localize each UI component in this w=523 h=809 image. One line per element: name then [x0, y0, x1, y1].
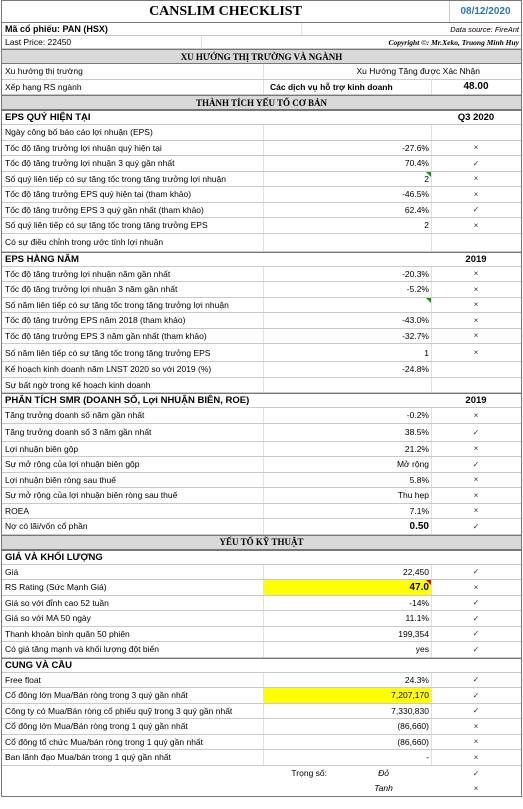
row-value[interactable]: 21.2%: [264, 442, 432, 457]
supply-demand-rows: [2, 673, 521, 766]
table-row: [2, 519, 521, 535]
row-label: Có sự điều chỉnh trong ước tính lợi nhuận: [2, 234, 264, 251]
eps-year-rows: [2, 267, 521, 394]
row-value[interactable]: 22,450: [264, 565, 432, 580]
status-mark-icon: ×: [473, 300, 479, 310]
row-value[interactable]: 62.4%: [264, 203, 432, 218]
table-row: [2, 234, 521, 252]
weight-mark: ✓: [472, 768, 480, 778]
row-label: Tốc độ tăng trưởng lợi nhuận quý hiện tại: [2, 141, 264, 156]
market-trend-value[interactable]: Xu Hướng Tăng được Xác Nhận: [356, 66, 480, 77]
row-value[interactable]: [264, 298, 432, 313]
stock-row: [2, 23, 521, 36]
price-info-row: [2, 36, 521, 49]
row-label: Số năm liên tiếp có sự tăng tốc trong tăng trưởng EPS: [2, 344, 264, 361]
status-mark-icon: ×: [473, 348, 479, 357]
status-mark-icon: [432, 378, 520, 393]
row-label: Tốc độ tăng trưởng lợi nhuận năm gần nhất: [2, 267, 264, 282]
row-value[interactable]: 47.0: [264, 580, 432, 595]
status-mark-icon: ×: [473, 284, 479, 294]
sheet-title: CANSLIM CHECKLIST: [149, 3, 302, 19]
table-row: [2, 504, 521, 520]
table-row: [2, 329, 521, 345]
table-row: [2, 125, 521, 141]
status-mark-icon: ✓: [472, 613, 480, 623]
row-value[interactable]: -24.8%: [264, 362, 432, 377]
row-label: Cổ đông lớn Mua/Bán ròng trong 3 quý gần nhất: [2, 688, 264, 703]
table-row: [2, 565, 521, 581]
row-label: Tốc độ tăng trưởng EPS năm 2018 (tham khảo): [2, 313, 264, 328]
status-mark-icon: ×: [473, 752, 479, 762]
eps-year-header: [2, 252, 521, 267]
eps-year-title: EPS HẰNG NĂM: [5, 253, 79, 265]
row-value[interactable]: 70.4%: [264, 156, 432, 171]
status-mark-icon: ✓: [472, 644, 480, 654]
smr-header: [2, 393, 521, 408]
row-label: Tăng trưởng doanh số năm gần nhất: [2, 408, 264, 423]
status-mark-icon: ✓: [472, 706, 480, 716]
row-label: Thanh khoản bình quân 50 phiên: [2, 627, 264, 642]
status-mark-icon: [432, 234, 520, 251]
row-label: Tốc độ tăng trưởng lợi nhuận 3 quý gần nhất: [2, 156, 264, 171]
comment-indicator-icon[interactable]: [426, 580, 431, 585]
stock-label[interactable]: Mã cổ phiếu: PAN (HSX): [2, 23, 302, 35]
row-value[interactable]: Thu hẹp: [264, 488, 432, 503]
row-label: Tăng trưởng doanh số 3 năm gần nhất: [2, 424, 264, 441]
smr-title: PHÂN TÍCH SMR (DOANH SỐ, Lợi NHUẬN BIÊN, ROE): [5, 395, 250, 406]
row-value[interactable]: 2: [264, 172, 432, 187]
table-row: [2, 688, 521, 704]
row-value[interactable]: -0.2%: [264, 408, 432, 423]
title-row: [2, 1, 521, 23]
row-value[interactable]: Mở rộng: [264, 457, 432, 472]
weight-label: Trọng số:: [291, 768, 327, 778]
weight-row: [2, 766, 521, 781]
table-row: [2, 203, 521, 219]
table-row: [2, 473, 521, 489]
status-mark-icon: ×: [473, 582, 479, 592]
status-mark-icon: ✓: [472, 158, 480, 168]
status-mark-icon: [432, 125, 520, 140]
table-row: [2, 218, 521, 234]
row-value[interactable]: -46.5%: [264, 187, 432, 202]
row-value[interactable]: -: [264, 750, 432, 765]
status-mark-icon: ×: [473, 721, 479, 731]
table-row: [2, 362, 521, 378]
table-row: [2, 282, 521, 298]
price-volume-header: [2, 550, 521, 565]
row-label: Giá so với đỉnh cao 52 tuần: [2, 596, 264, 611]
total-row: [2, 781, 521, 796]
comment-indicator-icon[interactable]: [426, 298, 431, 303]
industry-group: Các dịch vụ hỗ trợ kinh doanh: [264, 80, 432, 95]
row-label: Lợi nhuận biên gộp: [2, 442, 264, 457]
total-label: Tanh: [374, 783, 393, 793]
status-mark-icon: ✓: [472, 675, 480, 685]
table-row: [2, 611, 521, 627]
section-market: [2, 49, 521, 64]
status-mark-icon: ×: [473, 490, 479, 500]
row-value[interactable]: -27.6%: [264, 141, 432, 156]
status-mark-icon: ✓: [472, 427, 480, 437]
row-value[interactable]: [264, 234, 432, 251]
row-value[interactable]: 7,207,170: [264, 688, 432, 703]
status-mark-icon: ✓: [472, 459, 480, 469]
row-label: Sự bất ngờ trong kế hoạch kinh doanh: [2, 378, 264, 393]
canslim-sheet: [1, 0, 522, 797]
status-mark-icon: ✓: [472, 567, 480, 577]
row-label: Free float: [2, 673, 264, 688]
row-value[interactable]: (86,660): [264, 719, 432, 734]
row-value[interactable]: 7,330,830: [264, 704, 432, 719]
status-mark-icon: ×: [473, 331, 479, 341]
status-mark-icon: [432, 362, 520, 377]
row-label: Số quý liên tiếp có sự tăng tốc trong tăng trưởng EPS: [2, 218, 264, 233]
row-label: Giá: [2, 565, 264, 580]
industry-rs-value[interactable]: 48.00: [463, 81, 489, 93]
status-mark-icon: ✓: [472, 205, 480, 215]
row-value[interactable]: -43.0%: [264, 313, 432, 328]
row-label: Nợ có lãi/vốn cổ phần: [2, 519, 264, 534]
market-trend-label: Xu hướng thị trường: [2, 64, 264, 79]
table-row: [2, 457, 521, 473]
status-mark-icon: ×: [473, 269, 479, 279]
row-label: Số năm liên tiếp có sự tăng tốc trong tăng trưởng lợi nhuận: [2, 298, 264, 313]
table-row: [2, 344, 521, 362]
table-row: [2, 187, 521, 203]
table-row: [2, 673, 521, 689]
eps-quarter-title: EPS QUÝ HIỆN TẠI: [5, 112, 91, 123]
row-label: Sự mở rộng của lợi nhuận biên gộp: [2, 457, 264, 472]
row-label: ROEA: [2, 504, 264, 519]
table-row: [2, 596, 521, 612]
row-label: Cổ đông lớn Mua/Bán ròng trong 1 quý gần nhất: [2, 719, 264, 734]
table-row: [2, 488, 521, 504]
status-mark-icon: ×: [473, 475, 479, 485]
row-label: Cổ đông tổ chức Mua/bán ròng trong 1 quý gần nhất: [2, 735, 264, 750]
row-value[interactable]: 38.5%: [264, 424, 432, 441]
weight-value: Đỏ: [378, 768, 389, 778]
eps-year-period: 2019: [465, 253, 487, 265]
smr-period: 2019: [465, 395, 487, 406]
eps-quarter-period: Q3 2020: [457, 112, 495, 123]
row-label: Tốc độ tăng trưởng EPS 3 năm gần nhất (tham khảo): [2, 329, 264, 344]
table-row: [2, 442, 521, 458]
section-fundamental: [2, 95, 521, 110]
status-mark-icon: ×: [473, 143, 479, 153]
status-mark-icon: ✓: [472, 521, 480, 531]
row-value[interactable]: 1: [264, 344, 432, 361]
table-row: [2, 156, 521, 172]
table-row: [2, 141, 521, 157]
status-mark-icon: ×: [473, 506, 479, 516]
row-label: Công ty có Mua/Bán ròng cổ phiếu quỹ trong 3 quý gần nhất: [2, 704, 264, 719]
status-mark-icon: ×: [473, 444, 479, 454]
price-volume-rows: [2, 565, 521, 658]
comment-indicator-icon[interactable]: [426, 172, 431, 177]
table-row: [2, 627, 521, 643]
row-label: Sự mở rộng của lợi nhuận biên ròng sau thuế: [2, 488, 264, 503]
table-row: [2, 642, 521, 658]
row-label: Tốc độ tăng trưởng EPS 3 quý gần nhất (tham khảo): [2, 203, 264, 218]
status-mark-icon: ×: [473, 315, 479, 325]
row-value[interactable]: 5.8%: [264, 473, 432, 488]
row-value[interactable]: 0.50: [264, 519, 432, 534]
row-label: Ban lãnh đạo Mua/bán trong 1 quý gần nhất: [2, 750, 264, 765]
section-technical: [2, 535, 521, 550]
status-mark-icon: ×: [473, 737, 479, 747]
table-row: [2, 719, 521, 735]
copyright-text: Copyright ©: Mr.Xeko, Truong Minh Huy: [388, 37, 519, 47]
price-volume-title: GIÁ VÀ KHỐI LƯỢNG: [5, 551, 103, 563]
section-technical-title: YẾU TỐ KỸ THUẬT: [219, 537, 304, 547]
data-source: Data source: FireAnt: [450, 24, 519, 34]
row-label: RS Rating (Sức Mạnh Giá): [2, 580, 264, 595]
supply-demand-header: [2, 658, 521, 673]
industry-rs-label: Xếp hạng RS ngành: [2, 80, 264, 95]
table-row: [2, 313, 521, 329]
row-label: Kế hoạch kinh doanh năm LNST 2020 so với 2019 (%): [2, 362, 264, 377]
row-label: Tốc độ tăng trưởng EPS quý hiện tại (tham khảo): [2, 187, 264, 202]
status-mark-icon: ×: [473, 410, 479, 420]
row-label: Tốc độ tăng trưởng lợi nhuận 3 năm gần nhất: [2, 282, 264, 297]
row-value[interactable]: 7.1%: [264, 504, 432, 519]
row-value[interactable]: 24.3%: [264, 673, 432, 688]
row-value[interactable]: -5.2%: [264, 282, 432, 297]
status-mark-icon: ×: [473, 174, 479, 184]
table-row: [2, 424, 521, 442]
status-mark-icon: ✓: [472, 690, 480, 700]
row-label: Giá so với MA 50 ngày: [2, 611, 264, 626]
table-row: [2, 580, 521, 596]
row-value[interactable]: 2: [264, 218, 432, 233]
row-value[interactable]: (86,660): [264, 735, 432, 750]
eps-quarter-rows: [2, 125, 521, 252]
row-value[interactable]: [264, 378, 432, 393]
total-mark: ×: [473, 783, 479, 793]
row-value[interactable]: -32.7%: [264, 329, 432, 344]
table-row: [2, 408, 521, 424]
market-trend-row: [2, 64, 521, 80]
report-date[interactable]: 08/12/2020: [449, 1, 521, 22]
section-fundamental-title: THÀNH TÍCH YẾU TỐ CƠ BẢN: [195, 97, 328, 108]
status-mark-icon: ✓: [472, 629, 480, 639]
row-value[interactable]: 199,354: [264, 627, 432, 642]
last-price[interactable]: Last Price: 22450: [2, 36, 202, 48]
industry-rs-row: [2, 80, 521, 96]
smr-rows: [2, 408, 521, 535]
row-value[interactable]: [264, 125, 432, 140]
table-row: [2, 267, 521, 283]
supply-demand-title: CUNG VÀ CẦU: [5, 659, 73, 671]
row-value[interactable]: 11.1%: [264, 611, 432, 626]
table-row: [2, 704, 521, 720]
row-value[interactable]: -20.3%: [264, 267, 432, 282]
table-row: [2, 735, 521, 751]
row-value[interactable]: -14%: [264, 596, 432, 611]
section-market-title: XU HƯỚNG THỊ TRƯỜNG VÀ NGÀNH: [180, 51, 343, 62]
status-mark-icon: ×: [473, 220, 479, 230]
row-label: Số quý liên tiếp có sự tăng tốc trong tăng trưởng lợi nhuận: [2, 172, 264, 187]
status-mark-icon: ×: [473, 189, 479, 199]
row-label: Lợi nhuận biên ròng sau thuế: [2, 473, 264, 488]
eps-quarter-header: [2, 110, 521, 125]
table-row: [2, 298, 521, 314]
status-mark-icon: ✓: [472, 598, 480, 608]
table-row: [2, 378, 521, 394]
row-label: Có giá tăng mạnh và khối lượng đột biến: [2, 642, 264, 657]
table-row: [2, 172, 521, 188]
row-value[interactable]: yes: [264, 642, 432, 657]
table-row: [2, 750, 521, 766]
row-label: Ngày công bố báo cáo lợi nhuận (EPS): [2, 125, 264, 140]
